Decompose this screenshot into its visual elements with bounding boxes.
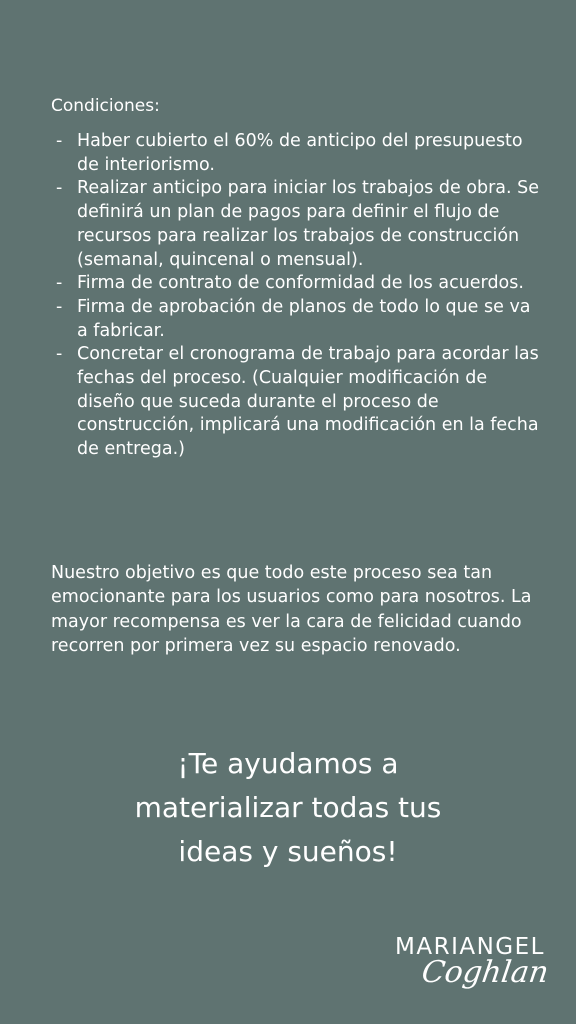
conditions-list	[51, 130, 541, 462]
condition-item: - Haber cubierto el 60% de anticipo del presupuesto de interiorismo.	[51, 130, 541, 177]
tagline-line-3: ideas y sueños!	[178, 835, 398, 868]
tagline	[88, 742, 488, 874]
objective-paragraph: Nuestro objetivo es que todo este proceso sea tan emocionante para los usuarios como para nosotros. La mayor recompensa es ver la cara de felicidad cuando recorren por primera vez su espacio renovado.	[51, 563, 532, 656]
brand-name: MARIANGEL	[395, 934, 545, 960]
brand-script: Coghlan	[419, 955, 551, 990]
condition-item: - Firma de aprobación de planos de todo lo que se va a fabricar.	[51, 296, 541, 343]
condition-item: - Concretar el cronograma de trabajo para acordar las fechas del proceso. (Cualquier modificación de diseño que suceda durante el proceso de construcción, implicará una modificación en la fecha de entrega.)	[51, 343, 541, 462]
tagline-line-2: materializar todas tus	[134, 791, 442, 824]
condition-item: - Realizar anticipo para iniciar los trabajos de obra. Se definirá un plan de pagos para definir el flujo de recursos para realizar los trabajos de construcción (semanal, quincenal o mensual).	[51, 177, 541, 272]
brand-logo	[385, 933, 555, 1003]
conditions-heading: Condiciones:	[51, 96, 160, 116]
condition-item: - Firma de contrato de conformidad de los acuerdos.	[51, 272, 541, 296]
tagline-line-1: ¡Te ayudamos a	[177, 747, 399, 780]
